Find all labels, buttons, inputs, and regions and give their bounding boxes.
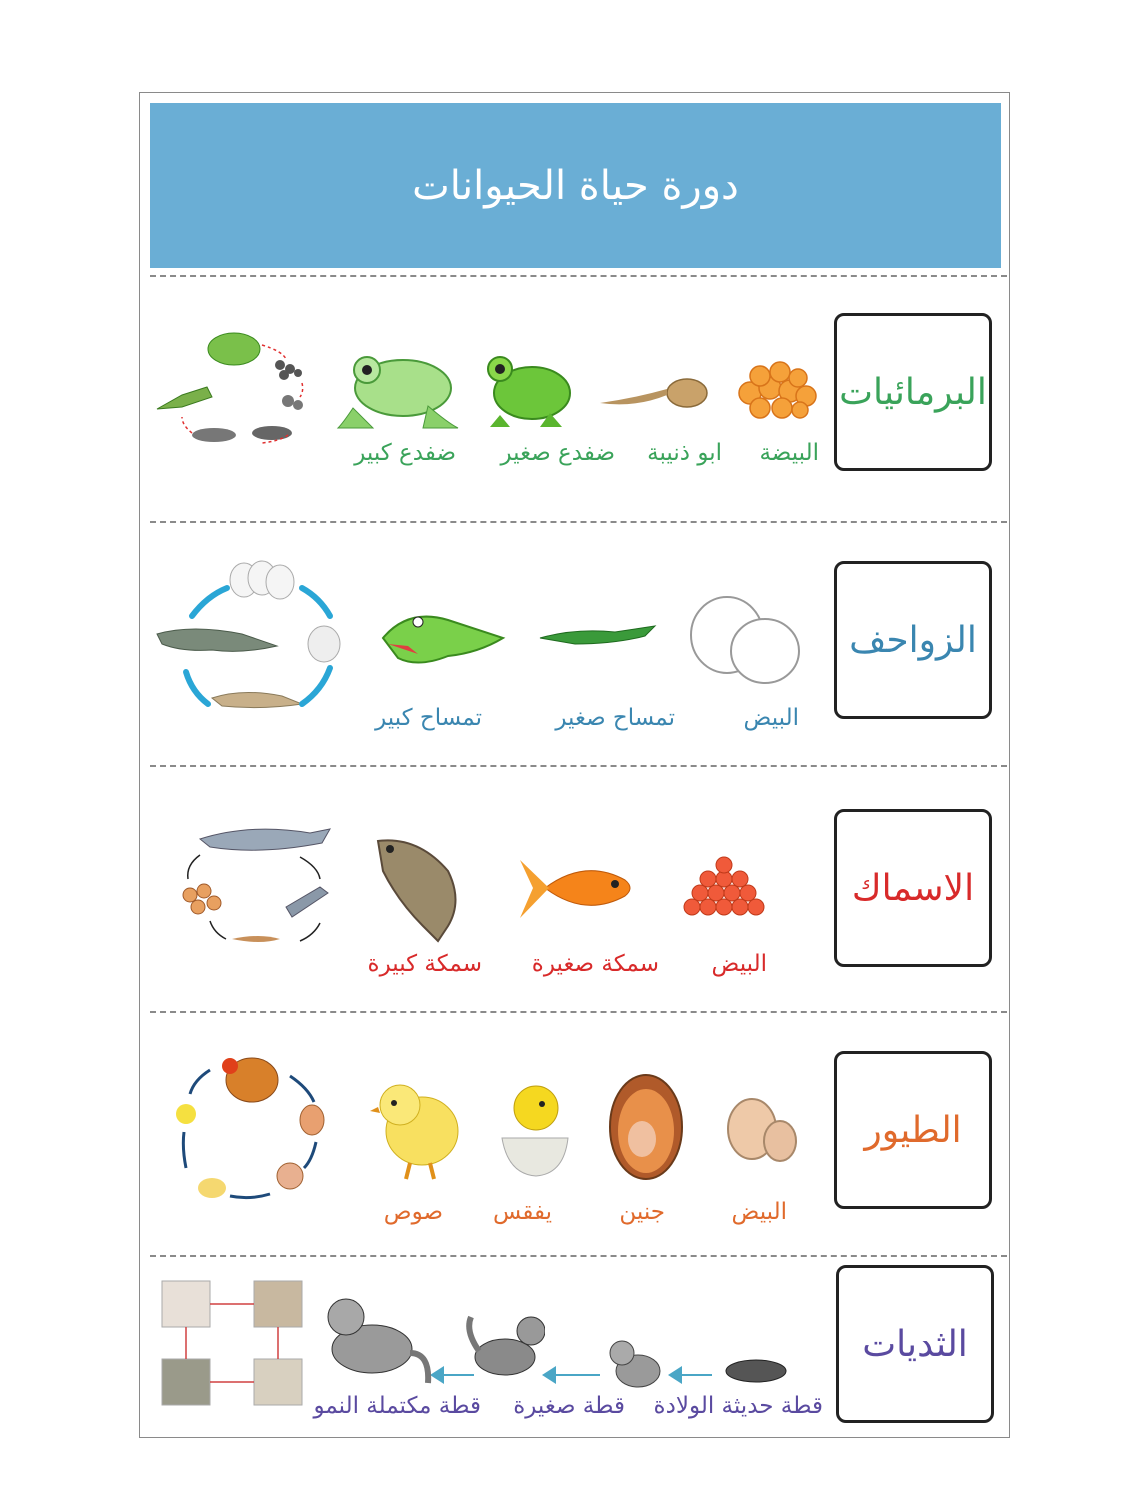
divider — [150, 275, 1007, 277]
young-crocodile-icon — [535, 618, 660, 653]
mammals-label-box — [836, 1265, 994, 1423]
hatching-chick-icon — [498, 1078, 573, 1178]
adult-crocodile-icon — [378, 598, 508, 678]
reptiles-stage-3: تمساح كبير — [375, 705, 482, 731]
mammals-stage-1: قطة حديثة الولادة — [653, 1393, 823, 1419]
amphibians-stage-3: ضفدع صغير — [500, 440, 615, 466]
amphibians-label: البرمائيات — [839, 371, 987, 413]
amphibians-stage-1: البيضة — [759, 440, 819, 466]
adult-cat-icon — [320, 1293, 432, 1393]
big-fish-icon — [368, 831, 473, 946]
frog-life-cycle-diagram-icon — [152, 325, 312, 453]
newborn-kitten-icon — [722, 1355, 792, 1385]
arrow-left-icon — [430, 1366, 444, 1384]
amphibians-stage-2: ابو ذنيبة — [647, 440, 722, 466]
arrow-left-icon — [668, 1366, 682, 1384]
mammals-stage-3: قطة مكتملة النمو — [313, 1393, 481, 1419]
birds-stage-2: جنين — [619, 1199, 665, 1225]
young-frog-icon — [480, 351, 580, 431]
divider — [150, 765, 1007, 767]
mammals-stage-2: قطة صغيرة — [513, 1393, 625, 1419]
small-cat-icon — [465, 1311, 545, 1393]
fish-stage-1: البيض — [711, 951, 767, 977]
reptile-eggs-icon — [685, 593, 805, 688]
cat-life-cycle-diagram-icon — [158, 1273, 308, 1421]
fish-stage-2: سمكة صغيرة — [531, 951, 659, 977]
worksheet — [139, 92, 1010, 1438]
divider — [150, 521, 1007, 523]
divider — [150, 1011, 1007, 1013]
amphibians-label-box — [834, 313, 992, 471]
fish-eggs-icon — [680, 855, 770, 920]
amphibians-stage-4: ضفدع كبير — [354, 440, 456, 466]
young-kitten-icon — [608, 1333, 666, 1393]
fish-life-cycle-diagram-icon — [170, 823, 340, 953]
birds-stage-1: البيض — [731, 1199, 787, 1225]
fish-stage-3: سمكة كبيرة — [367, 951, 482, 977]
adult-frog-icon — [333, 348, 463, 433]
embryo-icon — [606, 1071, 686, 1186]
divider — [150, 1255, 1007, 1257]
crocodile-life-cycle-diagram-icon — [152, 558, 352, 718]
birds-stage-3: يفقس — [493, 1199, 552, 1225]
tadpole-icon — [595, 373, 715, 418]
chicken-life-cycle-diagram-icon — [170, 1048, 335, 1213]
bird-eggs-icon — [722, 1091, 802, 1171]
reptiles-label: الزواحف — [849, 619, 977, 661]
small-fish-icon — [515, 848, 640, 928]
chick-icon — [370, 1075, 465, 1183]
birds-stage-4: صوص — [383, 1199, 443, 1225]
frog-eggs-icon — [730, 358, 820, 423]
fish-label-box — [834, 809, 992, 967]
mammals-label: الثديات — [862, 1323, 968, 1365]
reptiles-stage-2: تمساح صغير — [555, 705, 675, 731]
fish-label: الاسماك — [851, 867, 975, 909]
title-banner — [150, 103, 1001, 268]
birds-label-box — [834, 1051, 992, 1209]
reptiles-stage-1: البيض — [743, 705, 799, 731]
reptiles-label-box — [834, 561, 992, 719]
birds-label: الطيور — [864, 1109, 962, 1151]
page-title: دورة حياة الحيوانات — [412, 162, 739, 209]
arrow-line — [550, 1374, 600, 1376]
